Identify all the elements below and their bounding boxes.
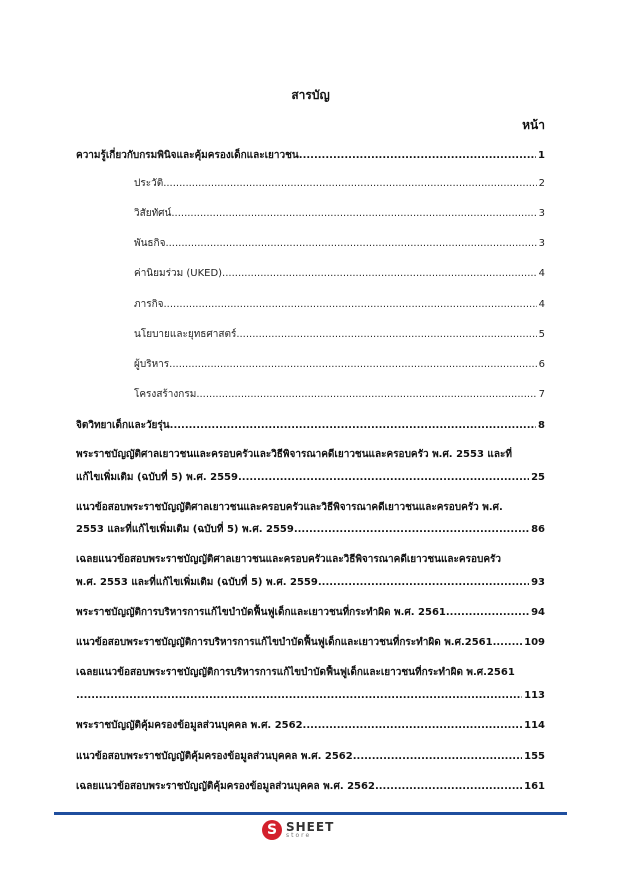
page-title: สารบัญ (291, 88, 330, 102)
toc-entry[interactable] (134, 176, 545, 192)
toc-title: พันธกิจ (134, 238, 166, 249)
toc-page: 1 (538, 150, 545, 161)
toc-page: 114 (524, 720, 545, 731)
toc-title: พระราชบัญญัติการบริหารการแก้ไขบำบัดฟื้นฟูเด็กและเยาวชนที่กระทำผิด พ.ศ. 2561 (76, 607, 446, 618)
toc-title: ผู้บริหาร (134, 359, 170, 370)
toc-entry[interactable] (134, 266, 545, 282)
toc-page: 86 (531, 524, 545, 535)
toc-page: 4 (538, 268, 545, 279)
toc-entry[interactable] (134, 236, 545, 252)
toc-entry[interactable] (134, 297, 545, 313)
toc-page: 5 (538, 329, 545, 340)
toc-entry[interactable] (76, 575, 545, 591)
toc-entry[interactable] (134, 206, 545, 222)
toc-page: 6 (538, 359, 545, 370)
toc-page: 94 (531, 607, 545, 618)
toc-title: โครงสร้างกรม (134, 389, 197, 400)
toc-title: ภารกิจ (134, 299, 164, 310)
toc-page: 3 (538, 208, 545, 219)
toc-entry[interactable] (76, 718, 545, 734)
toc-title-line1: เฉลยแนวข้อสอบพระราชบัญญัติศาลเยาวชนและครอบครัวและวิธีพิจารณาคดีเยาวชนและครอบครัว (76, 554, 501, 565)
toc-title-line1: พระราชบัญญัติศาลเยาวชนและครอบครัวและวิธีพิจารณาคดีเยาวชนและครอบครัว พ.ศ. 2553 และที่ (76, 449, 512, 460)
toc-page: 4 (538, 299, 545, 310)
logo-brand: SHEET (286, 820, 335, 834)
toc-entry[interactable] (76, 522, 545, 538)
logo-subtext: store (286, 832, 312, 839)
footer-divider (54, 812, 567, 815)
toc-entry[interactable] (134, 327, 545, 343)
toc-title: ประวัติ (134, 178, 164, 189)
toc-entry[interactable] (76, 779, 545, 795)
toc-title: แนวข้อสอบพระราชบัญญัติการบริหารการแก้ไขบำบัดฟื้นฟูเด็กและเยาวชนที่กระทำผิด พ.ศ.2561 (76, 637, 493, 648)
toc-entry[interactable] (76, 470, 545, 486)
toc-title: นโยบายและยุทธศาสตร์ (134, 329, 237, 340)
toc-title: จิตวิทยาเด็กและวัยรุ่น (76, 420, 170, 431)
toc-title: พ.ศ. 2553 และที่แก้ไขเพิ่มเติม (ฉบับที่ 5) พ.ศ. 2559 (76, 577, 318, 588)
toc-entry[interactable] (134, 387, 545, 403)
toc-page: 25 (531, 472, 545, 483)
toc-entry[interactable] (76, 605, 545, 621)
toc-title: ความรู้เกี่ยวกับกรมพินิจและคุ้มครองเด็กและเยาวชน (76, 150, 299, 161)
toc-title: วิสัยทัศน์ (134, 208, 172, 219)
toc-title: แนวข้อสอบพระราชบัญญัติคุ้มครองข้อมูลส่วนบุคคล พ.ศ. 2562 (76, 751, 353, 762)
toc-entry[interactable] (76, 749, 545, 765)
toc-page: 113 (524, 690, 545, 701)
toc-entry[interactable] (76, 688, 545, 704)
toc-page: 109 (524, 637, 545, 648)
toc-page: 155 (524, 751, 545, 762)
toc-title: 2553 และที่แก้ไขเพิ่มเติม (ฉบับที่ 5) พ.ศ. 2559 (76, 524, 294, 535)
toc-page: 8 (538, 420, 545, 431)
toc-title: แก้ไขเพิ่มเติม (ฉบับที่ 5) พ.ศ. 2559 (76, 472, 238, 483)
toc-title-line1: แนวข้อสอบพระราชบัญญัติศาลเยาวชนและครอบครัวและวิธีพิจารณาคดีเยาวชนและครอบครัว พ.ศ. (76, 502, 503, 513)
toc-title-line1: เฉลยแนวข้อสอบพระราชบัญญัติการบริหารการแก้ไขบำบัดฟื้นฟูเด็กและเยาวชนที่กระทำผิด พ.ศ.2561 (76, 667, 515, 678)
toc-page: 7 (538, 389, 545, 400)
toc-page: 3 (538, 238, 545, 249)
toc-page: 93 (531, 577, 545, 588)
toc-page: 2 (538, 178, 545, 189)
toc-entry[interactable] (76, 635, 545, 651)
toc-entry[interactable] (134, 357, 545, 373)
sheetstore-logo (262, 820, 334, 840)
toc-entry[interactable] (76, 148, 545, 164)
logo-mark: S (262, 820, 282, 840)
toc-title: พระราชบัญญัติคุ้มครองข้อมูลส่วนบุคคล พ.ศ. 2562 (76, 720, 303, 731)
toc-title: ค่านิยมร่วม (UKED) (134, 268, 223, 279)
toc-entry[interactable] (76, 418, 545, 434)
page-column-label: หน้า (522, 118, 545, 132)
toc-title: เฉลยแนวข้อสอบพระราชบัญญัติคุ้มครองข้อมูลส่วนบุคคล พ.ศ. 2562 (76, 781, 375, 792)
toc-page: 161 (524, 781, 545, 792)
